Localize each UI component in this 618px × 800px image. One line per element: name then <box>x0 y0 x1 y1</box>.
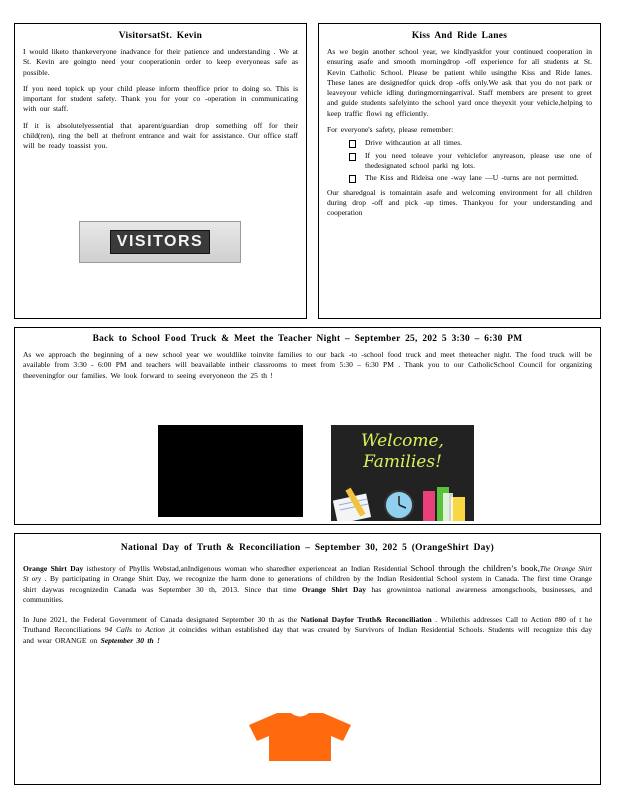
visitors-sign-text: VISITORS <box>110 230 210 254</box>
truth-text: ,it coincides withan established day that was created by Survivors of Indian Residential Schools. Students will recognize this day and wear ORANGE on <box>23 625 592 645</box>
welcome-line-2: Families! <box>363 452 442 472</box>
food-truck-paragraph: As we approach the beginning of a new school year we wouldlike toinvite families to our back -to -school food truck and meet theteacher night. The food truck will be available from 3:30 - 6:00 PM and teachers will beavailable intheir classrooms to meet from 5:30 – 6:30 PM . Thank you to our CatholicSchool Council for organizing theeveningfor our families. We look forward to seeing everyoneon the 25 th ! <box>23 350 592 380</box>
welcome-families-image <box>331 425 474 521</box>
kiss-and-ride-title: Kiss And Ride Lanes <box>411 31 508 41</box>
black-image-placeholder <box>158 425 303 517</box>
kiss-and-ride-rules-list <box>349 138 592 183</box>
kiss-and-ride-closing: Our sharedgoal is tomaintain asafe and welcoming environment for all children during drop -off and pick -up times. Thankyou for your understanding and cooperation <box>327 187 592 218</box>
september-date-bold: September 30 th ! <box>100 635 160 645</box>
welcome-line-1: Welcome, <box>361 431 444 451</box>
truth-paragraph-1 <box>23 563 592 605</box>
visitors-paragraph-3: If it is absolutelyessential that aparent/guardian drop something off for their child(ren), ring the bell at thefront entrance and wait for assistance. Our office staff will be ready toassist you. <box>23 120 298 151</box>
kiss-and-ride-section <box>318 23 601 319</box>
truth-text: . By participating in Orange Shirt Day, we recognize the harm done to generations of children by the Indian Residential School system in Canada. The first time Orange shirt daywas recognizedin Canada was September 30 th, 2013. Since that time <box>23 574 592 594</box>
calls-to-action-italic: 94 Calls to Action <box>104 625 165 635</box>
national-day-bold: National Dayfor Truth& Reconciliation <box>300 615 432 625</box>
visitors-paragraph-1: I would liketo thankeveryone inadvance for their patience and understanding . We at St. Kevin are goingto need your cooperationin order to keep everyoneas safe as possible. <box>23 47 298 77</box>
school-supplies-icon <box>331 483 474 521</box>
rule-item: If you need toleave your vehiclefor anyreason, please use one of thedesignated school parki ng lots. <box>349 151 592 172</box>
truth-text: School through the children’s book, <box>410 563 540 573</box>
book-title: The Orange Shirt St ory <box>23 565 592 584</box>
truth-text: . Whilethis addresses Call to Action #80 of t he Truthand Reconciliations <box>23 615 593 635</box>
visitors-paragraph-2: If you need topick up your child please inform theoffice prior to doing so. This is important for student safety. Thank you for your co -operation in communicating with our staff. <box>23 83 298 114</box>
orange-shirt-day-bold: Orange Shirt Day <box>301 584 366 594</box>
orange-shirt-icon <box>247 711 353 761</box>
orange-shirt-day-lead: Orange Shirt Day <box>23 564 84 573</box>
truth-text: isthestory of Phyllis Webstad,anIndigenous woman who sharedher experienceat an Indian Residential <box>83 564 411 573</box>
truth-text: In June 2021, the Federal Government of Canada designated September 30 th as the <box>23 615 301 625</box>
visitors-section <box>14 23 307 319</box>
welcome-families-text <box>331 431 474 473</box>
food-truck-section <box>14 327 601 525</box>
truth-text: has grownintoa national awareness amongschools, businesses, and communities. <box>23 584 592 604</box>
truth-reconciliation-title: National Day of Truth & Reconciliation – September 30, 202 5 (OrangeShirt Day) <box>120 543 495 553</box>
rule-item: The Kiss and Rideisa one -way lane —U -turns are not permitted. <box>349 173 592 183</box>
rule-item: Drive withcaution at all times. <box>349 138 592 148</box>
kiss-and-ride-paragraph: As we begin another school year, we kindlyaskfor your continued cooperation in ensuring asafe and smooth morningdrop -off experience for all students at St. Kevin Catholic School. Please be patient while usingthe Kiss and Ride lanes. These lanes are designedfor quick drop -offs only.We ask that you do not park or leaveyour vehicle idling duringmorningarrival. Staff members are present to greet and guide students safelyinto the school yard once theyexit your vehicle,helping to keep traffic flowi ng efficiently. <box>327 47 592 118</box>
visitors-sign-image <box>79 221 241 263</box>
truth-paragraph-2 <box>23 615 592 646</box>
food-truck-title: Back to School Food Truck & Meet the Teacher Night – September 25, 202 5 3:30 – 6:30 PM <box>92 334 523 344</box>
kiss-and-ride-intro: For everyone's safety, please remember: <box>327 125 454 135</box>
visitors-title: VisitorsatSt. Kevin <box>118 31 203 41</box>
truth-reconciliation-section <box>14 533 601 785</box>
